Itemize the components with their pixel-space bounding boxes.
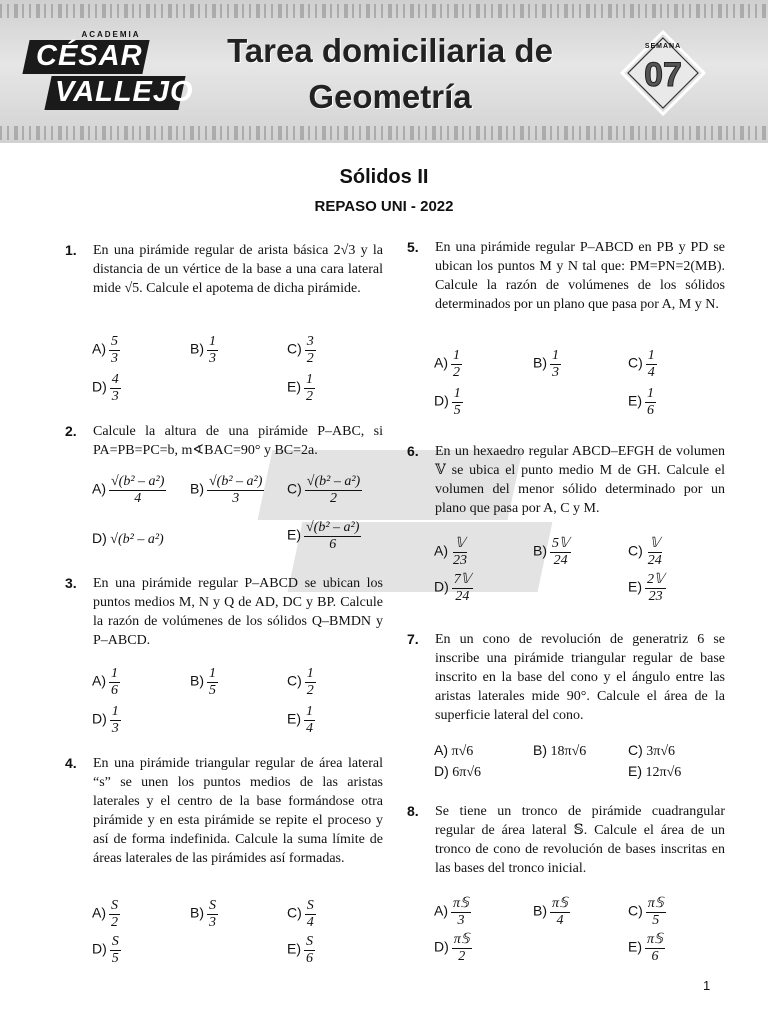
problem-text: En un hexaedro regular ABCD–EFGH de volumen 𝕍 se ubica el punto medio M de GH. Calcule el volumen del menor sólido determinado por un plano que pasa por A, C y M. (435, 444, 725, 516)
section-title: Sólidos II (339, 166, 429, 188)
option-e: E) $\frac{\text{√(b² – a²)}}{6}$ (287, 520, 360, 552)
option-b: B) $\frac{1}{5}$ (190, 666, 216, 698)
option-e: E) $\frac{S}{6}$ (287, 934, 313, 966)
option-e: E) $\frac{1}{6}$ (628, 386, 654, 418)
option-a: A) $\frac{\text{π𝕊}}{3}$ (434, 896, 469, 928)
document-title: Tarea domiciliaria de Geometría (227, 32, 553, 115)
option-d: D) $\frac{\text{7𝕍}}{24}$ (434, 572, 471, 604)
option-a: A) π√6 (434, 742, 474, 759)
option-d: D) $\frac{1}{3}$ (92, 704, 119, 736)
option-e: E) 12π√6 (628, 763, 682, 780)
option-b: B) $\frac{\text{π𝕊}}{4}$ (533, 896, 568, 928)
logo-line1-text: CÉSAR (36, 40, 143, 72)
option-b: B) $\frac{\text{√(b² – a²)}}{3}$ (190, 474, 263, 506)
problem-text: En una pirámide regular P–ABCD en PB y PD se ubican los puntos M y N tal que: PM=PN=2(MB). Calcule la razón de volúmenes de los sólidos determinados por un plano que pasa por A, M y N. (435, 240, 725, 312)
option-a: A) $\frac{5}{3}$ (92, 334, 118, 366)
decorative-border-bottom (0, 126, 768, 140)
option-e: E) $\frac{\text{2𝕍}}{23}$ (628, 572, 665, 604)
problem-text: En una pirámide regular de arista básica 2√3 y la distancia de un vértice de la base a una cara lateral mide √5. Calcule el apotema de dicha pirámide. (93, 243, 383, 296)
option-d: D) $\frac{4}{3}$ (92, 372, 119, 404)
problem-text: En una pirámide regular P–ABCD se ubican los puntos medios M, N y Q de AD, DC y BP. Calcule la razón de volúmenes de los sólidos Q–BMDN y P–ABCD. (93, 576, 383, 648)
section-subtitle: REPASO UNI - 2022 (314, 198, 454, 215)
option-b: B) $\frac{\text{5𝕍}}{24}$ (533, 536, 570, 568)
option-d: D) 6π√6 (434, 763, 482, 780)
option-b: B) $\frac{1}{3}$ (533, 348, 559, 380)
decorative-border-top (0, 4, 768, 18)
problem-text: En un cono de revolución de generatriz 6 se inscribe una pirámide triangular regular de base inscrito en la base del cono y el ángulo entre las aristas laterales mide 90°. Calcule el área de la superficie lateral del cono. (435, 632, 725, 723)
week-badge (620, 30, 706, 116)
option-e: E) $\frac{1}{4}$ (287, 704, 313, 736)
week-number: 07 (644, 56, 682, 94)
option-b: B) $\frac{S}{3}$ (190, 898, 216, 930)
option-b: B) $\frac{1}{3}$ (190, 334, 216, 366)
problem-text: Calcule la altura de una pirámide P–ABC, si PA=PB=PC=b, m∢BAC=90° y BC=2a. (93, 424, 383, 458)
problem-text: En una pirámide triangular regular de área lateral “s” se unen los puntos medios de las aristas laterales y el centro de la base formándose otra pirámide y en esta pirámide se repite el proceso y así de forma indefinida. Calcule la suma límite de áreas laterales de las pirámides así formadas. (93, 756, 383, 866)
option-c: C) $\frac{S}{4}$ (287, 898, 314, 930)
option-e: E) $\frac{\text{π𝕊}}{6}$ (628, 932, 663, 964)
option-e: E) $\frac{1}{2}$ (287, 372, 313, 404)
option-d: D) $\frac{\text{π𝕊}}{2}$ (434, 932, 470, 964)
page-number: 1 (703, 978, 711, 993)
option-a: A) $\frac{S}{2}$ (92, 898, 118, 930)
week-label: SEMANA (644, 43, 682, 50)
option-d: D) √(b² – a²) (92, 530, 164, 547)
option-b: B) 18π√6 (533, 742, 587, 759)
option-a: A) $\frac{\text{𝕍}}{23}$ (434, 536, 467, 568)
logo-academia-text: ACADEMIA (81, 30, 141, 39)
option-c: C) $\frac{\text{π𝕊}}{5}$ (628, 896, 664, 928)
option-c: C) $\frac{3}{2}$ (287, 334, 314, 366)
option-a: A) $\frac{1}{6}$ (92, 666, 118, 698)
option-c: C) $\frac{\text{√(b² – a²)}}{2}$ (287, 474, 361, 506)
option-a: A) $\frac{\text{√(b² – a²)}}{4}$ (92, 474, 165, 506)
problem-text: Se tiene un tronco de pirámide cuadrangular regular de área lateral 𝕊. Calcule el área de un tronco de cono de revolución de bases inscritas en las bases del tronco inicial. (435, 804, 725, 876)
option-d: D) $\frac{S}{5}$ (92, 934, 119, 966)
option-d: D) $\frac{1}{5}$ (434, 386, 461, 418)
option-c: C) $\frac{1}{2}$ (287, 666, 314, 698)
option-a: A) $\frac{1}{2}$ (434, 348, 460, 380)
option-c: C) 3π√6 (628, 742, 676, 759)
option-c: C) $\frac{\text{𝕍}}{24}$ (628, 536, 662, 568)
logo-line2-text: VALLEJO (55, 76, 194, 108)
header-banner (0, 0, 768, 143)
option-c: C) $\frac{1}{4}$ (628, 348, 655, 380)
academy-logo (22, 30, 194, 114)
